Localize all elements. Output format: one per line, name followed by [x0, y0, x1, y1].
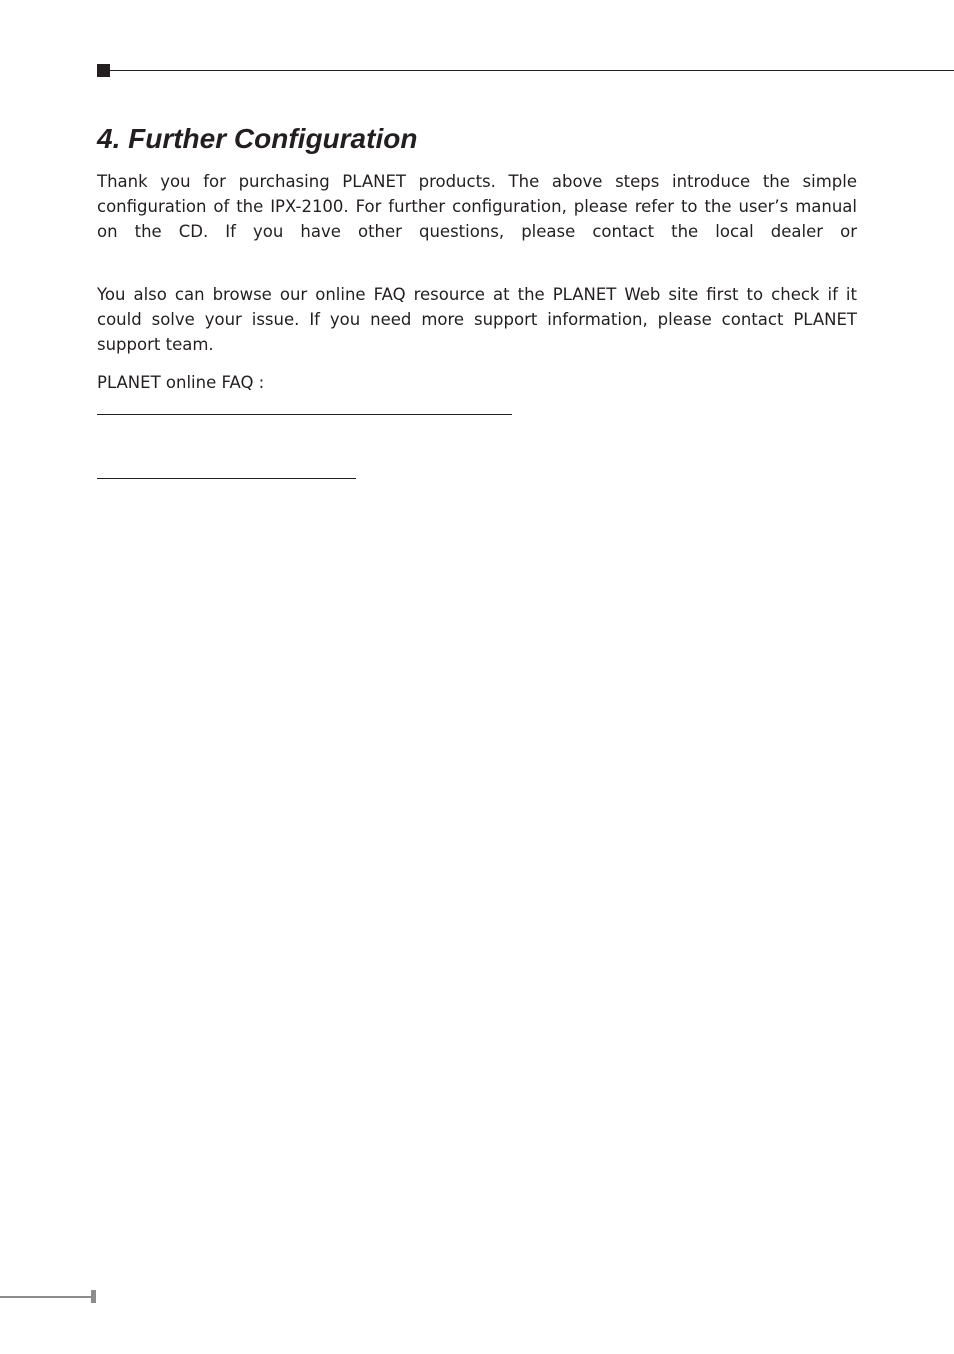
section-title: 4. Further Configuration — [97, 123, 418, 154]
header-rule — [110, 70, 954, 71]
faq-link-underline[interactable] — [97, 414, 512, 415]
footer-rule — [0, 1296, 91, 1298]
faq-paragraph: You also can browse our online FAQ resource at the PLANET Web site first to check if it could solve your issue. If you need more support information, please contact PLANET support team. — [97, 285, 857, 354]
faq-label: PLANET online FAQ : — [97, 373, 265, 392]
support-email-underline[interactable] — [97, 478, 356, 479]
header-square-marker — [97, 64, 110, 77]
footer-tick-marker — [91, 1290, 96, 1303]
intro-paragraph: Thank you for purchasing PLANET products. The above steps introduce the simple configuration of the IPX-2100. For further configuration, please refer to the user’s manual on the CD. If you have other questions, please contact the local dealer or — [97, 172, 857, 241]
